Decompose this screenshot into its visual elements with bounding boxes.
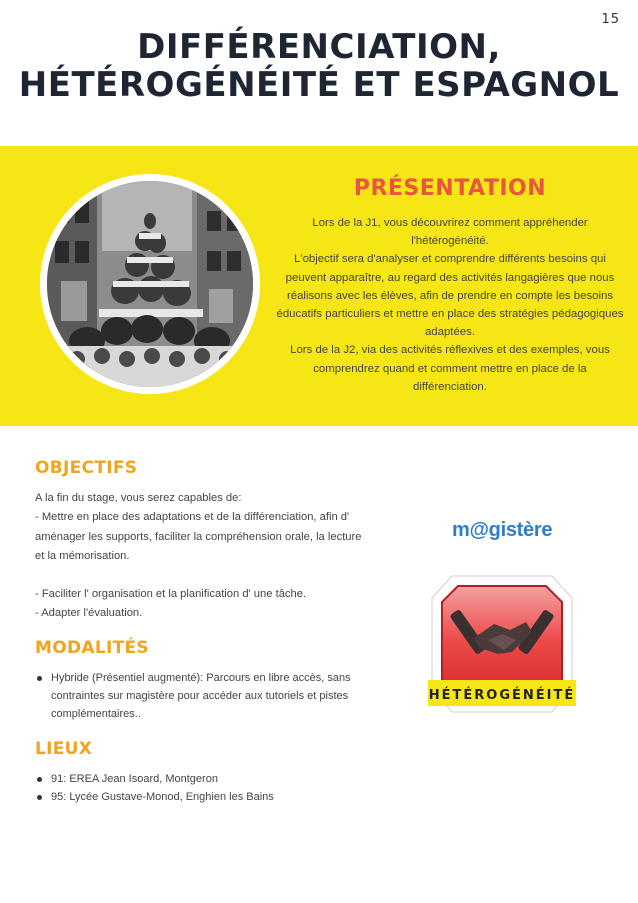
modalites-heading: MODALITÉS [35, 638, 149, 658]
list-item [35, 770, 365, 788]
modalites-list [35, 669, 365, 724]
title-line-1: DIFFÉRENCIATION, [137, 27, 501, 67]
photo-frame [40, 174, 260, 394]
list-item [35, 788, 365, 806]
page-title [0, 28, 638, 104]
badge-label: HÉTÉROGÉNÉITÉ [428, 688, 576, 703]
bullet-icon [37, 676, 42, 681]
lieux-heading: LIEUX [35, 739, 93, 759]
title-line-2: HÉTÉROGÉNÉITÉ ET ESPAGNOL [18, 65, 620, 105]
badge-graphic [428, 568, 576, 718]
objectifs-spacer [35, 566, 365, 585]
presentation-paragraph-3: Lors de la J2, via des activités réflexives et des exemples, vous comprendrez quand et comment mettre en place de la différenciation. [290, 344, 610, 393]
objectifs-text [35, 489, 365, 624]
list-item-text: 91: EREA Jean Isoard, Montgeron [51, 773, 218, 785]
bullet-icon [37, 795, 42, 800]
objectifs-line: - Mettre en place des adaptations et de la différenciation, afin d' aménager les supports, faciliter la compréhension orale, la lecture et la mémorisation. [35, 511, 362, 562]
objectifs-line: A la fin du stage, vous serez capables de: [35, 492, 242, 504]
page-number: 15 [601, 12, 620, 27]
bullet-icon [37, 777, 42, 782]
lieux-list [35, 770, 365, 806]
magistere-logo: m@gistère [452, 519, 553, 541]
photo-illustration [47, 181, 253, 387]
objectifs-heading: OBJECTIFS [35, 458, 138, 478]
list-item-text: Hybride (Présentiel augmenté): Parcours en libre accès, sans contraintes sur magistère pour accéder aux tutoriels et pistes complémentaires.. [51, 672, 351, 721]
presentation-paragraph-2: L'objectif sera d'analyser et comprendre différents besoins qui peuvent apparaître, au regard des activités langagières que nous réalisons avec les élèves, afin de prendre en compte les besoins éducatifs particuliers et mettre en place des stratégies pédagogiques adaptées. [276, 253, 624, 339]
presentation-text [276, 214, 624, 396]
list-item-text: 95: Lycée Gustave-Monod, Enghien les Bains [51, 791, 274, 804]
human-tower-photo [47, 181, 253, 387]
list-item [35, 669, 365, 724]
heterogeneite-badge [428, 568, 576, 718]
objectifs-line: - Faciliter l' organisation et la planification d' une tâche. [35, 588, 307, 601]
presentation-heading: PRÉSENTATION [353, 176, 547, 201]
presentation-paragraph-1: Lors de la J1, vous découvrirez comment appréhender l'hétérogénéité. [312, 217, 588, 248]
objectifs-line: - Adapter l'évaluation. [35, 607, 143, 620]
